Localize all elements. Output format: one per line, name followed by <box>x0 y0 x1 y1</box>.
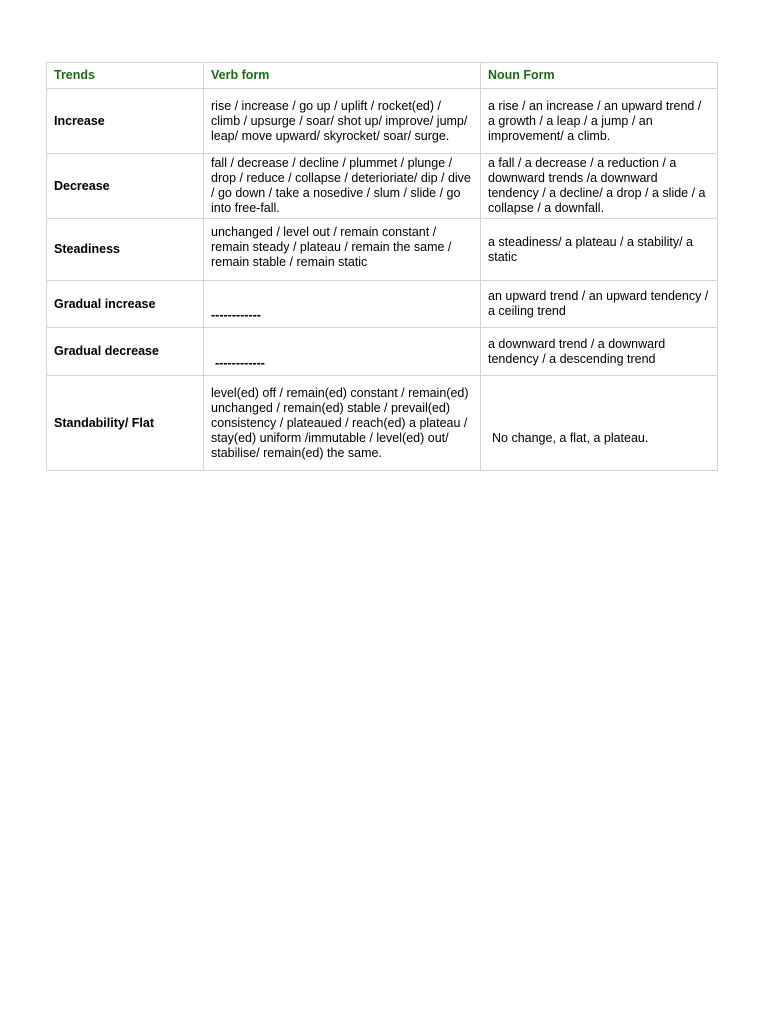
verb-cell: fall / decrease / decline / plummet / plunge / drop / reduce / collapse / deterioriate/ dip / dive / go down / take a nosedive / slum / slide / go into free-fall. <box>204 154 481 219</box>
noun-cell: a steadiness/ a plateau / a stability/ a static <box>481 219 718 281</box>
table-header-row <box>47 63 718 89</box>
verb-cell: level(ed) off / remain(ed) constant / remain(ed) unchanged / remain(ed) stable / prevail(ed) consistency / plateaued / reach(ed) a plateau / stay(ed) uniform /immutable / level(ed) out/ stabilise/ remain(ed) the same. <box>204 376 481 471</box>
noun-cell: a rise / an increase / an upward trend / a growth / a leap / a jump / an improvement/ a climb. <box>481 89 718 154</box>
noun-cell: an upward trend / an upward tendency / a ceiling trend <box>481 281 718 328</box>
table-row <box>47 281 718 328</box>
table-row <box>47 89 718 154</box>
table-row <box>47 154 718 219</box>
table-row <box>47 328 718 376</box>
trend-cell: Decrease <box>47 154 204 219</box>
table-row <box>47 376 718 471</box>
noun-cell: a fall / a decrease / a reduction / a downward trends /a downward tendency / a decline/ a drop / a slide / a collapse / a downfall. <box>481 154 718 219</box>
trends-table <box>46 62 718 471</box>
trend-cell: Gradual increase <box>47 281 204 328</box>
header-verb-form: Verb form <box>204 63 481 89</box>
trend-cell: Steadiness <box>47 219 204 281</box>
header-noun-form: Noun Form <box>481 63 718 89</box>
noun-cell: a downward trend / a downward tendency / a descending trend <box>481 328 718 376</box>
verb-cell: ------------ <box>204 328 481 376</box>
trend-cell: Standability/ Flat <box>47 376 204 471</box>
verb-cell: ------------ <box>204 281 481 328</box>
trend-cell: Increase <box>47 89 204 154</box>
noun-cell: No change, a flat, a plateau. <box>481 376 718 471</box>
verb-cell: unchanged / level out / remain constant / remain steady / plateau / remain the same / remain stable / remain static <box>204 219 481 281</box>
verb-cell: rise / increase / go up / uplift / rocket(ed) / climb / upsurge / soar/ shot up/ improve/ jump/ leap/ move upward/ skyrocket/ soar/ surge. <box>204 89 481 154</box>
header-trends: Trends <box>47 63 204 89</box>
table-row <box>47 219 718 281</box>
trend-cell: Gradual decrease <box>47 328 204 376</box>
